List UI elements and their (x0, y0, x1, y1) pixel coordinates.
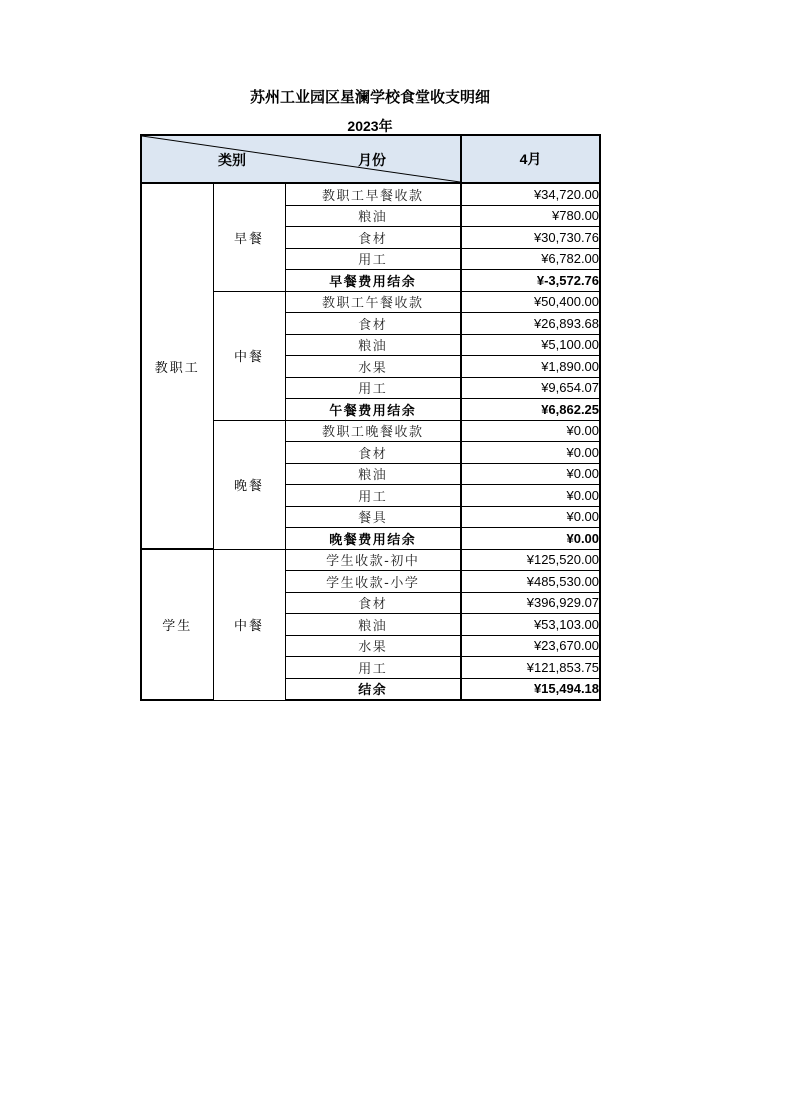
category-header-label: 类别 (218, 153, 246, 169)
table-row (141, 183, 600, 205)
item-label: 晚餐费用结余 (285, 528, 461, 550)
item-label: 教职工午餐收款 (285, 291, 461, 313)
item-label: 粮油 (285, 205, 461, 227)
amount-cell: ¥34,720.00 (461, 183, 600, 205)
item-label: 水果 (285, 356, 461, 378)
amount-cell: ¥1,890.00 (461, 356, 600, 378)
table-row (141, 549, 600, 571)
amount-cell: ¥0.00 (461, 528, 600, 550)
item-label: 午餐费用结余 (285, 399, 461, 421)
item-label: 食材 (285, 442, 461, 464)
amount-cell: ¥6,782.00 (461, 248, 600, 270)
amount-cell: ¥0.00 (461, 463, 600, 485)
item-label: 餐具 (285, 506, 461, 528)
item-label: 粮油 (285, 334, 461, 356)
item-label: 食材 (285, 227, 461, 249)
item-label: 学生收款-初中 (285, 549, 461, 571)
year-label: 2023年 (347, 118, 393, 134)
period-header (461, 135, 600, 183)
amount-cell: ¥30,730.76 (461, 227, 600, 249)
canteen-ledger-table (140, 134, 601, 701)
amount-cell: ¥6,862.25 (461, 399, 600, 421)
meal-cell: 早餐 (213, 183, 285, 291)
item-label: 食材 (285, 592, 461, 614)
item-label: 粮油 (285, 614, 461, 636)
amount-cell: ¥23,670.00 (461, 635, 600, 657)
amount-cell: ¥26,893.68 (461, 313, 600, 335)
amount-cell: ¥0.00 (461, 485, 600, 507)
amount-cell: ¥0.00 (461, 420, 600, 442)
meal-cell: 中餐 (213, 549, 285, 700)
amount-cell: ¥0.00 (461, 442, 600, 464)
amount-cell: ¥15,494.18 (461, 678, 600, 700)
item-label: 水果 (285, 635, 461, 657)
category-month-header (141, 135, 461, 183)
amount-cell: ¥50,400.00 (461, 291, 600, 313)
item-label: 结余 (285, 678, 461, 700)
item-label: 用工 (285, 248, 461, 270)
diagonal-divider (142, 136, 460, 182)
amount-cell: ¥-3,572.76 (461, 270, 600, 292)
month-header-label: 月份 (358, 153, 386, 169)
amount-cell: ¥53,103.00 (461, 614, 600, 636)
group-cell: 学生 (141, 549, 213, 700)
amount-cell: ¥485,530.00 (461, 571, 600, 593)
period-header-label: 4月 (519, 151, 542, 167)
amount-cell: ¥780.00 (461, 205, 600, 227)
meal-cell: 晚餐 (213, 420, 285, 549)
amount-cell: ¥9,654.07 (461, 377, 600, 399)
item-label: 教职工早餐收款 (285, 183, 461, 205)
page-title: 苏州工业园区星澜学校食堂收支明细 (249, 88, 490, 106)
header-row (141, 135, 600, 183)
item-label: 食材 (285, 313, 461, 335)
amount-cell: ¥121,853.75 (461, 657, 600, 679)
amount-cell: ¥5,100.00 (461, 334, 600, 356)
item-label: 用工 (285, 657, 461, 679)
item-label: 早餐费用结余 (285, 270, 461, 292)
item-label: 粮油 (285, 463, 461, 485)
meal-cell: 中餐 (213, 291, 285, 420)
item-label: 用工 (285, 377, 461, 399)
group-cell: 教职工 (141, 183, 213, 549)
ledger-body (141, 183, 600, 700)
amount-cell: ¥0.00 (461, 506, 600, 528)
amount-cell: ¥125,520.00 (461, 549, 600, 571)
item-label: 学生收款-小学 (285, 571, 461, 593)
item-label: 教职工晚餐收款 (285, 420, 461, 442)
amount-cell: ¥396,929.07 (461, 592, 600, 614)
item-label: 用工 (285, 485, 461, 507)
